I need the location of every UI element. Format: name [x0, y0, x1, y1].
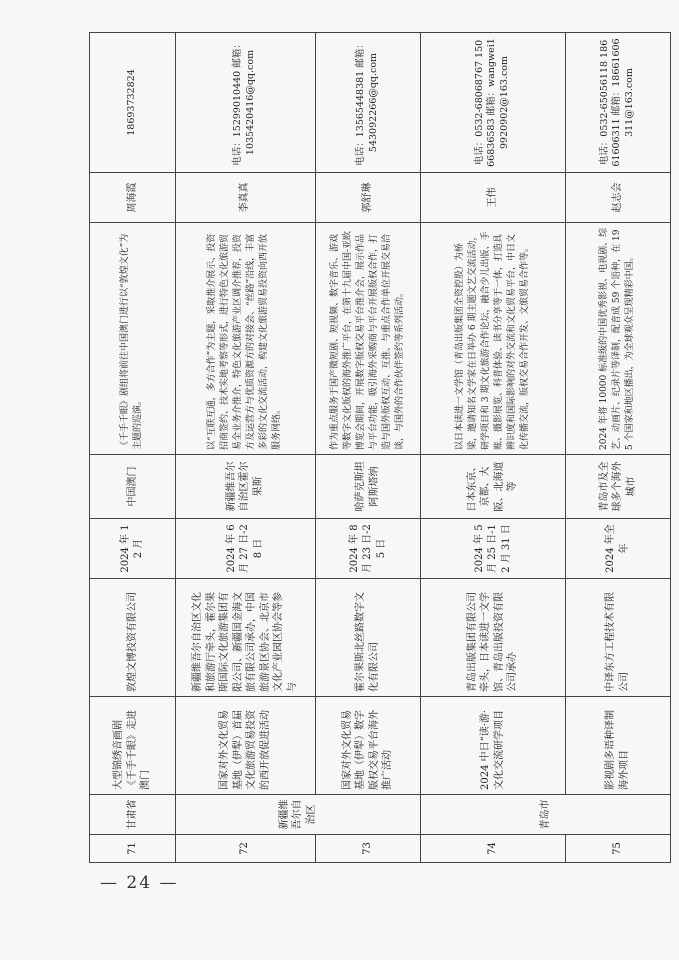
- market-cell: 新疆维吾尔自治区霍尔果斯: [175, 455, 315, 519]
- row-number: 73: [315, 835, 420, 863]
- contact-info: 电话：15299010440 邮箱：1035420416@qq.com: [175, 33, 315, 173]
- contact-person: 赵志会: [565, 173, 670, 223]
- organizer: 敦煌文博投资有限公司: [90, 579, 176, 697]
- project-name: 2024 中日“读·游·文化交流研学项目: [421, 697, 566, 795]
- contact-info: 电话：0532-68068767 15066836583 邮箱：wangwei19920902@163.com: [421, 33, 566, 173]
- content-cell: 以“互联互通，多方合作”为主题，采取推介展示、投资招商签约、技术实地考察等形式，进行特色文化旅游贸易全业务介推介，特色文化旅游产业区调介推荐，投资方及运营方与优质资源方的对接会、“丝路”沿线，丰富多彩的文化交流活动，构建文化旅游贸易投资向西开放服务网络。: [175, 223, 315, 455]
- time-cell: 2024 年 6 月 27 日-28 日: [175, 519, 315, 579]
- content-cell: 以日本读进一文学馆（青岛出版集团全资控股）为桥梁，邀请知名文学家在日举办 6 期主题文艺交流活动，研学项目和 3 期文化旅游合作论坛，融合少儿出版、手账、摄影展览、科普体验、读书分享等于一体，打造具辨识度和国际影响的对外交流和文化贸易平台，中日文化传播交流，版权交易合作开发、文旅贸易合作等。: [421, 223, 566, 455]
- region-cell: 新疆维吾尔自治区: [175, 795, 421, 835]
- content-cell: 2024 年将 10000 标准级的中国优秀影视、电视剧、综艺、动画片、纪录片等译制，配音成 59 个语种，在 195 个国家和地区播出，为全球观众呈现精彩中国。: [565, 223, 670, 455]
- time-cell: 2024 年 5 月 25 日-12 月 31 日: [421, 519, 566, 579]
- contact-info: 电话：13565448381 邮箱：543092266@qq.com: [315, 33, 420, 173]
- market-cell: 日本东京、京都、大阪、北海道等: [421, 455, 566, 519]
- contact-person: 周海霞: [90, 173, 176, 223]
- project-name: 国家对外文化贸易基地（伊犁）首届文化旅游贸易投资的西开放促进活动: [175, 697, 315, 795]
- content-cell: 《千手千眼》剧组将前往中国澳门进行以“敦煌文化”为主题的巡演。: [90, 223, 176, 455]
- project-name: 国家对外文化贸易基地（伊犁）数字版权交易平台海外推广活动: [315, 697, 420, 795]
- region-cell: 甘肃省: [90, 795, 176, 835]
- contact-info: 电话：0532-65056118 18661606311 邮箱：18661606311@163.com: [565, 33, 670, 173]
- row-number: 71: [90, 835, 176, 863]
- organizer: 中译东方工程技术有限公司: [565, 579, 670, 697]
- row-number: 74: [421, 835, 566, 863]
- region-cell: 青岛市: [421, 795, 671, 835]
- rotated-table-container: [89, 33, 671, 863]
- table-row: [565, 33, 670, 863]
- market-cell: 哈萨克斯坦阿斯塔纳: [315, 455, 420, 519]
- table-row: [421, 33, 566, 863]
- organizer: 新疆维吾尔自治区文化和旅游厅牵头，霍尔果斯国际文化旅游集团有限公司、新疆国金海文旅有限公司承办，中国旅游景区协会、北京市文化产业园区协会等参与: [175, 579, 315, 697]
- time-cell: 2024 年全年: [565, 519, 670, 579]
- row-number: 75: [565, 835, 670, 863]
- organizer: 青岛出版集团有限公司牵头，日本读进一文学馆、青岛出版投资有限公司承办: [421, 579, 566, 697]
- contact-person: 李真真: [175, 173, 315, 223]
- content-cell: 作为重点服务于国产微短剧、短视频、数字音乐、游戏等数字文化版权的海外推广平台，在第十九届中国-亚欧博览会期间，开展数字版权交易平台推介会，展示作品与平台功能，吸引海外采购商与平台开展版权合作，打造与国外版权互动、互推、与重点合作单位开展交易洽谈，与国外的合作伙伴签约等系列活动。: [315, 223, 420, 455]
- page-number: — 24 —: [100, 873, 179, 893]
- project-table: [89, 32, 671, 863]
- contact-info: 18693732824: [90, 33, 176, 173]
- project-name: 大型锦绣音画剧《千手千眼》走进澳门: [90, 697, 176, 795]
- contact-person: 王伟: [421, 173, 566, 223]
- table-row: [315, 33, 420, 863]
- contact-person: 郭舒琳: [315, 173, 420, 223]
- row-number: 72: [175, 835, 315, 863]
- market-cell: 中国澳门: [90, 455, 176, 519]
- table-row: [175, 33, 315, 863]
- organizer: 霍尔果斯北丝路数字文化有限公司: [315, 579, 420, 697]
- project-name: 影视剧多语种译制海外项目: [565, 697, 670, 795]
- time-cell: 2024 年 8 月 23 日-25 日: [315, 519, 420, 579]
- market-cell: 青岛市及全球多个海外城市: [565, 455, 670, 519]
- table-row: [90, 33, 176, 863]
- time-cell: 2024 年 12 月: [90, 519, 176, 579]
